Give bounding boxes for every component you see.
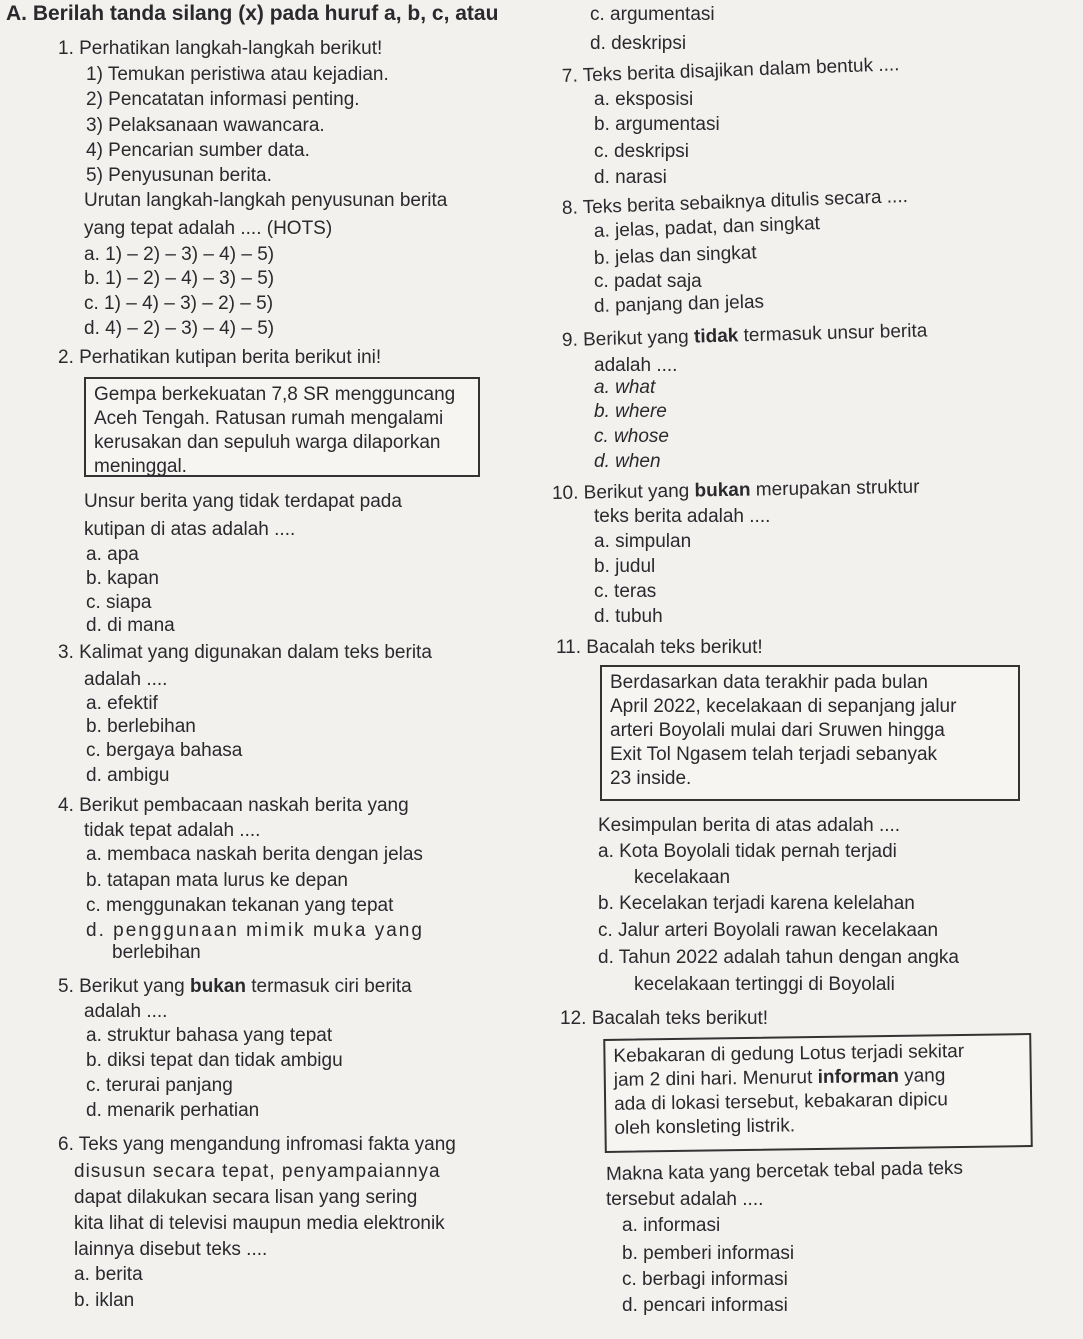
q7-option-d[interactable]: d. narasi [594,167,667,188]
q1-step: 3) Pelaksanaan wawancara. [86,115,325,136]
q11-option-a-cont: kecelakaan [634,867,731,888]
q3-stem: 3. Kalimat yang digunakan dalam teks berita [58,642,432,663]
q3-option-c[interactable]: c. bergaya bahasa [86,740,243,761]
q6-option-a[interactable]: a. berita [74,1264,143,1285]
q3-stem: adalah .... [84,669,168,690]
q9-option-c[interactable]: c. whose [594,426,669,447]
q4-option-c[interactable]: c. menggunakan tekanan yang tepat [86,895,394,916]
q12-stem: tersebut adalah .... [606,1189,764,1210]
q10-option-c[interactable]: c. teras [594,581,657,602]
q2-option-d[interactable]: d. di mana [86,615,175,636]
q3-option-b[interactable]: b. berlebihan [86,716,196,737]
q5-stem: adalah .... [84,1001,168,1022]
q6-stem: 6. Teks yang mengandung infromasi fakta yang [58,1134,456,1155]
q2-quote-box [84,377,480,477]
q10-option-a[interactable]: a. simpulan [594,531,692,552]
q4-option-a[interactable]: a. membaca naskah berita dengan jelas [86,844,423,865]
q5-option-a[interactable]: a. struktur bahasa yang tepat [86,1025,333,1046]
q1-step: 1) Temukan peristiwa atau kejadian. [86,64,389,85]
q2-stem: kutipan di atas adalah .... [84,519,296,540]
q1-stem: yang tepat adalah .... (HOTS) [84,218,333,239]
q11-option-a[interactable]: a. Kota Boyolali tidak pernah terjadi [598,841,897,862]
q9-stem: 9. Berikut yang tidak termasuk unsur berita [561,320,928,351]
q5-option-b[interactable]: b. diksi tepat dan tidak ambigu [86,1050,343,1071]
q5-stem: 5. Berikut yang bukan termasuk ciri berita [58,976,412,997]
quote-line: April 2022, kecelakaan di sepanjang jalur [610,696,957,717]
quote-line: ada di lokasi tersebut, kebakaran dipicu [613,1089,949,1115]
q9-stem: adalah .... [594,355,678,376]
q7-option-c[interactable]: c. deskripsi [594,141,690,162]
q11-quote-box [600,665,1020,801]
q1-title: 1. Perhatikan langkah-langkah berikut! [58,38,383,59]
q4-option-d[interactable]: d. penggunaan mimik muka yang [86,920,424,941]
q10-stem: teks berita adalah .... [594,506,771,527]
q8-stem: 8. Teks berita sebaiknya ditulis secara .... [561,185,909,219]
q6-stem: disusun secara tepat, penyampaiannya [74,1161,441,1182]
quote-line: Kebakaran di gedung Lotus terjadi sekitar [613,1040,965,1067]
q11-option-b[interactable]: b. Kecelakan terjadi karena kelelahan [598,893,915,914]
q2-title: 2. Perhatikan kutipan berita berikut ini! [58,347,382,368]
quote-line: kerusakan dan sepuluh warga dilaporkan [94,432,441,453]
q3-option-d[interactable]: d. ambigu [86,765,170,786]
q11-option-d[interactable]: d. Tahun 2022 adalah tahun dengan angka [598,947,959,968]
q11-title: 11. Bacalah teks berikut! [556,637,763,658]
q11-stem: Kesimpulan berita di atas adalah .... [598,815,901,836]
q3-option-a[interactable]: a. efektif [86,693,158,714]
q6-option-c[interactable]: c. argumentasi [590,4,715,25]
q4-stem: tidak tepat adalah .... [84,820,261,841]
q7-stem: 7. Teks berita disajikan dalam bentuk .... [561,54,900,87]
q7-option-a[interactable]: a. eksposisi [594,89,694,110]
q1-option-b[interactable]: b. 1) – 2) – 4) – 3) – 5) [84,268,275,289]
q2-option-b[interactable]: b. kapan [86,568,159,589]
q6-stem: kita lihat di televisi maupun media elektronik [74,1213,445,1234]
q1-option-c[interactable]: c. 1) – 4) – 3) – 2) – 5) [84,293,274,314]
q12-option-c[interactable]: c. berbagi informasi [622,1269,788,1290]
q11-option-c[interactable]: c. Jalur arteri Boyolali rawan kecelakaan [598,920,939,941]
q6-stem: dapat dilakukan secara lisan yang sering [74,1187,418,1208]
quote-line: arteri Boyolali mulai dari Sruwen hingga [610,720,945,741]
q6-option-d[interactable]: d. deskripsi [590,33,687,54]
quote-line: Gempa berkekuatan 7,8 SR mengguncang [94,384,456,405]
quote-line: meninggal. [94,456,187,477]
q8-option-a[interactable]: a. jelas, padat, dan singkat [593,213,821,242]
q8-option-d[interactable]: d. panjang dan jelas [593,291,765,317]
q2-option-c[interactable]: c. siapa [86,592,152,613]
q7-option-b[interactable]: b. argumentasi [594,114,720,135]
q4-stem: 4. Berikut pembacaan naskah berita yang [58,795,409,816]
q2-option-a[interactable]: a. apa [86,544,139,565]
q6-option-b[interactable]: b. iklan [74,1290,135,1311]
q12-option-a[interactable]: a. informasi [622,1215,721,1236]
q6-stem: lainnya disebut teks .... [74,1239,268,1260]
quote-line: jam 2 dini hari. Menurut informan yang [613,1065,946,1091]
quote-line: 23 inside. [610,768,692,789]
section-heading: A. Berilah tanda silang (x) pada huruf a, b, c, atau [6,2,499,25]
q10-stem: 10. Berikut yang bukan merupakan struktur [551,476,920,504]
q1-option-a[interactable]: a. 1) – 2) – 3) – 4) – 5) [84,244,275,265]
q12-option-d[interactable]: d. pencari informasi [622,1295,788,1316]
q10-option-d[interactable]: d. tubuh [594,606,663,627]
q12-quote-box [603,1033,1033,1153]
q8-option-c[interactable]: c. padat saja [594,271,702,292]
q9-option-b[interactable]: b. where [594,401,667,422]
q11-option-d-cont: kecelakaan tertinggi di Boyolali [634,974,895,995]
q12-stem: Makna kata yang bercetak tebal pada teks [605,1157,964,1185]
q5-option-c[interactable]: c. terurai panjang [86,1075,233,1096]
q1-option-d[interactable]: d. 4) – 2) – 3) – 4) – 5) [84,318,275,339]
q10-option-b[interactable]: b. judul [594,556,656,577]
q9-option-a[interactable]: a. what [594,377,656,398]
q12-option-b[interactable]: b. pemberi informasi [622,1243,795,1264]
quote-line: Exit Tol Ngasem telah terjadi sebanyak [610,744,938,765]
quote-line: oleh konsleting listrik. [614,1115,796,1139]
q1-stem: Urutan langkah-langkah penyusunan berita [84,190,448,211]
q2-stem: Unsur berita yang tidak terdapat pada [84,491,402,512]
q4-option-b[interactable]: b. tatapan mata lurus ke depan [86,870,348,891]
quote-line: Aceh Tengah. Ratusan rumah mengalami [94,408,444,429]
q4-option-d-cont: berlebihan [112,942,201,963]
q1-step: 2) Pencatatan informasi penting. [86,89,360,110]
quote-line: Berdasarkan data terakhir pada bulan [610,672,928,693]
q12-title: 12. Bacalah teks berikut! [560,1008,769,1029]
q8-option-b[interactable]: b. jelas dan singkat [593,242,757,269]
q1-step: 5) Penyusunan berita. [86,165,272,186]
q1-step: 4) Pencarian sumber data. [86,140,310,161]
q9-option-d[interactable]: d. when [594,451,661,472]
q5-option-d[interactable]: d. menarik perhatian [86,1100,260,1121]
